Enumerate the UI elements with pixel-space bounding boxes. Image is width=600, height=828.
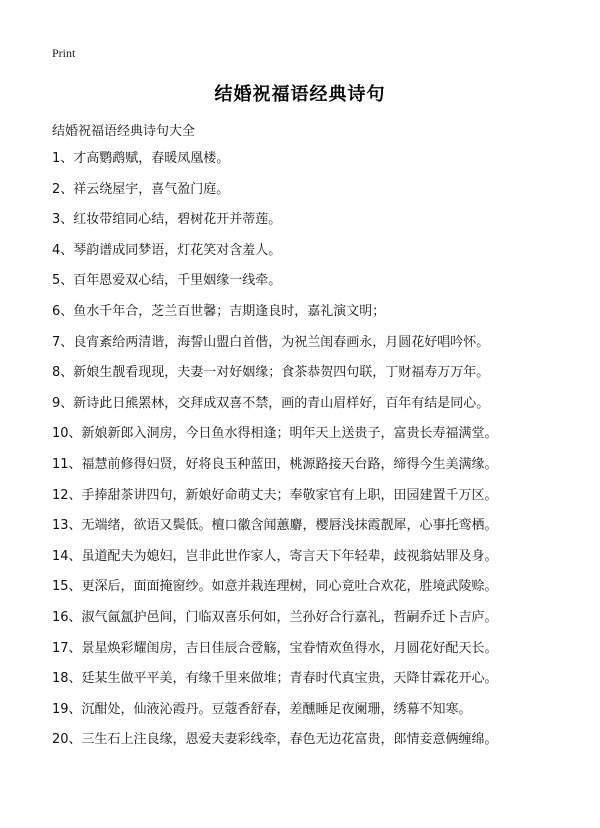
poem-line: 14、虽道配夫为媳妇，岂非此世作家人，寄言天下年轻辈，歧视翁姑罪及身。 xyxy=(52,548,498,564)
poem-line: 9、新诗此日熊罴林，交拜成双喜不禁，画的青山眉样好，百年有结是同心。 xyxy=(52,395,490,411)
poem-line: 16、淑气氤氲护邑间，门临双喜乐何如，兰孙好合行嘉礼，哲嗣乔迁卜吉庐。 xyxy=(52,609,498,625)
document-subtitle: 结婚祝福语经典诗句大全 xyxy=(52,124,196,139)
poem-line: 8、新娘生靓看现现，夫妻一对好姻缘；食茶恭贺四句联，丁财福寿万万年。 xyxy=(52,365,490,381)
poem-line: 1、才高鹦鹉赋，春暖凤凰楼。 xyxy=(52,151,230,166)
poem-line: 11、福慧前修得妇贤，好将良玉种蓝田，桃源路接天台路，缔得今生美满缘。 xyxy=(52,456,498,472)
poem-line: 19、沉酣处，仙液沁霞丹。豆蔻香舒春，差醺睡足夜阑珊，绣幕不知寒。 xyxy=(52,701,472,717)
poem-line: 12、手捧甜茶讲四句，新娘好命萌丈夫；奉敬家官有上职，田园建置千万区。 xyxy=(52,487,498,503)
poem-line: 10、新娘新郎入洞房，今日鱼水得相逢；明年天上送贵子，富贵长寿福满堂。 xyxy=(52,426,498,442)
poem-line: 13、无端绪，欲语又鬓低。檀口徽含闻蕙麝，樱唇浅抹霞靓犀，心事托鸾栖。 xyxy=(52,518,498,534)
poem-line: 2、祥云绕屋宇，喜气盈门庭。 xyxy=(52,181,230,197)
poem-line: 15、更深后，面面掩窗纱。如意并栽连理树，同心竟吐合欢花，胜境武陵赊。 xyxy=(52,579,498,595)
poem-line: 5、百年恩爱双心结，千里姻缘一线牵。 xyxy=(52,273,282,289)
poem-line: 18、廷某生做平平美，有缘千里来做堆；青春时代真宝贵，天降甘霖花开心。 xyxy=(52,671,498,687)
poem-list xyxy=(52,150,572,762)
poem-line: 7、良宵紊给两清谐，海誓山盟白首偕，为祝兰闺春画永，月圆花好唱吟怀。 xyxy=(52,334,490,350)
poem-line: 20、三生石上注良缘，恩爱夫妻彩线牵，春色无边花富贵，郎情妾意俩缠绵。 xyxy=(52,732,498,748)
poem-line: 17、景星焕彩耀闺房，吉日佳辰合卺觞，宝眷情欢鱼得水，月圆花好配天长。 xyxy=(52,640,498,656)
page-title: 结婚祝福语经典诗句 xyxy=(214,84,386,105)
poem-line: 3、红妆带绾同心结，碧树花开并蒂莲。 xyxy=(52,212,282,228)
poem-line: 4、琴韵谱成同梦语，灯花笑对含羞人。 xyxy=(52,242,282,258)
poem-line: 6、鱼水千年合，芝兰百世馨；吉期逢良时，嘉礼演文明； xyxy=(52,303,386,319)
print-label: Print xyxy=(52,46,76,60)
